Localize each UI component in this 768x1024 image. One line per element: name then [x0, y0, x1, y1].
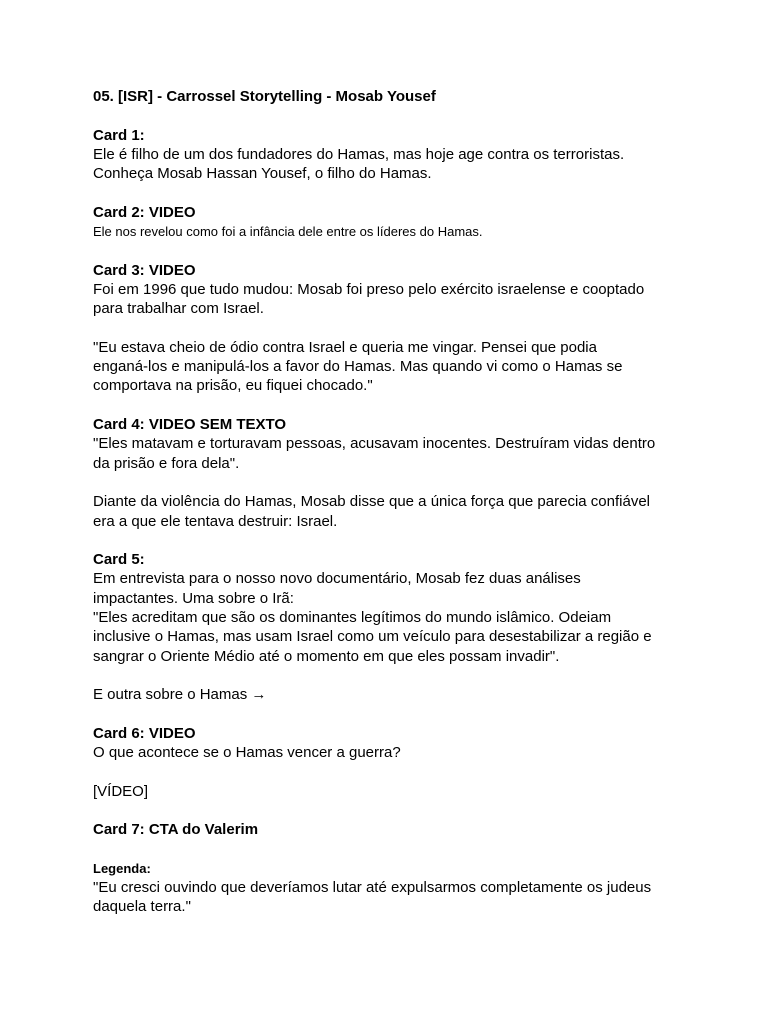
- card-2-heading: Card 2: VIDEO: [93, 203, 196, 221]
- card-5-next-line: E outra sobre o Hamas →: [93, 686, 267, 704]
- video-placeholder: [VÍDEO]: [93, 782, 149, 800]
- card-1-text-line: Ele é filho de um dos fundadores do Hamas, mas hoje age contra os terroristas.: [93, 145, 625, 163]
- legenda-text-line: daquela terra.": [93, 898, 191, 916]
- document-body: [93, 87, 693, 917]
- card-1-heading: Card 1:: [93, 126, 145, 144]
- card-5-text-line: Em entrevista para o nosso novo documentário, Mosab fez duas análises: [93, 570, 581, 588]
- card-7-heading: Card 7: CTA do Valerim: [93, 821, 259, 839]
- card-4-heading: Card 4: VIDEO SEM TEXTO: [93, 416, 287, 434]
- card-3-text-line: para trabalhar com Israel.: [93, 300, 264, 318]
- card-5-text-line: "Eles acreditam que são os dominantes legítimos do mundo islâmico. Odeiam: [93, 609, 612, 627]
- document-title: 05. [ISR] - Carrossel Storytelling - Mosab Yousef: [93, 88, 436, 105]
- card-3-quote-line: "Eu estava cheio de ódio contra Israel e queria me vingar. Pensei que podia: [93, 338, 597, 356]
- card-4-text-line: Diante da violência do Hamas, Mosab disse que a única força que parecia confiável: [93, 493, 650, 511]
- card-3-heading: Card 3: VIDEO: [93, 261, 196, 279]
- card-4-quote-line: da prisão e fora dela".: [93, 454, 240, 472]
- card-5-heading: Card 5:: [93, 551, 145, 569]
- card-4-quote-line: "Eles matavam e torturavam pessoas, acusavam inocentes. Destruíram vidas dentro: [93, 435, 656, 453]
- card-2-text-line: Ele nos revelou como foi a infância dele entre os líderes do Hamas.: [93, 224, 483, 240]
- card-5-text-line: impactantes. Uma sobre o Irã:: [93, 589, 294, 607]
- card-4-text-line: era a que ele tentava destruir: Israel.: [93, 512, 338, 530]
- card-5-text-line: inclusive o Hamas, mas usam Israel como um veículo para desestabilizar a região e: [93, 628, 652, 646]
- card-6-heading: Card 6: VIDEO: [93, 724, 196, 742]
- legenda-heading: Legenda:: [93, 860, 151, 876]
- card-3-quote-line: enganá-los e manipulá-los a favor do Hamas. Mas quando vi como o Hamas se: [93, 358, 623, 376]
- card-3-text-line: Foi em 1996 que tudo mudou: Mosab foi preso pelo exército israelense e cooptado: [93, 280, 645, 298]
- card-5-text-line: sangrar o Oriente Médio até o momento em que eles possam invadir".: [93, 647, 560, 665]
- card-1-text-line: Conheça Mosab Hassan Yousef, o filho do Hamas.: [93, 165, 432, 183]
- card-3-quote-line: comportava na prisão, eu fiquei chocado.": [93, 377, 373, 395]
- legenda-text-line: "Eu cresci ouvindo que deveríamos lutar até expulsarmos completamente os judeus: [93, 879, 652, 897]
- card-6-text-line: O que acontece se o Hamas vencer a guerra?: [93, 744, 401, 762]
